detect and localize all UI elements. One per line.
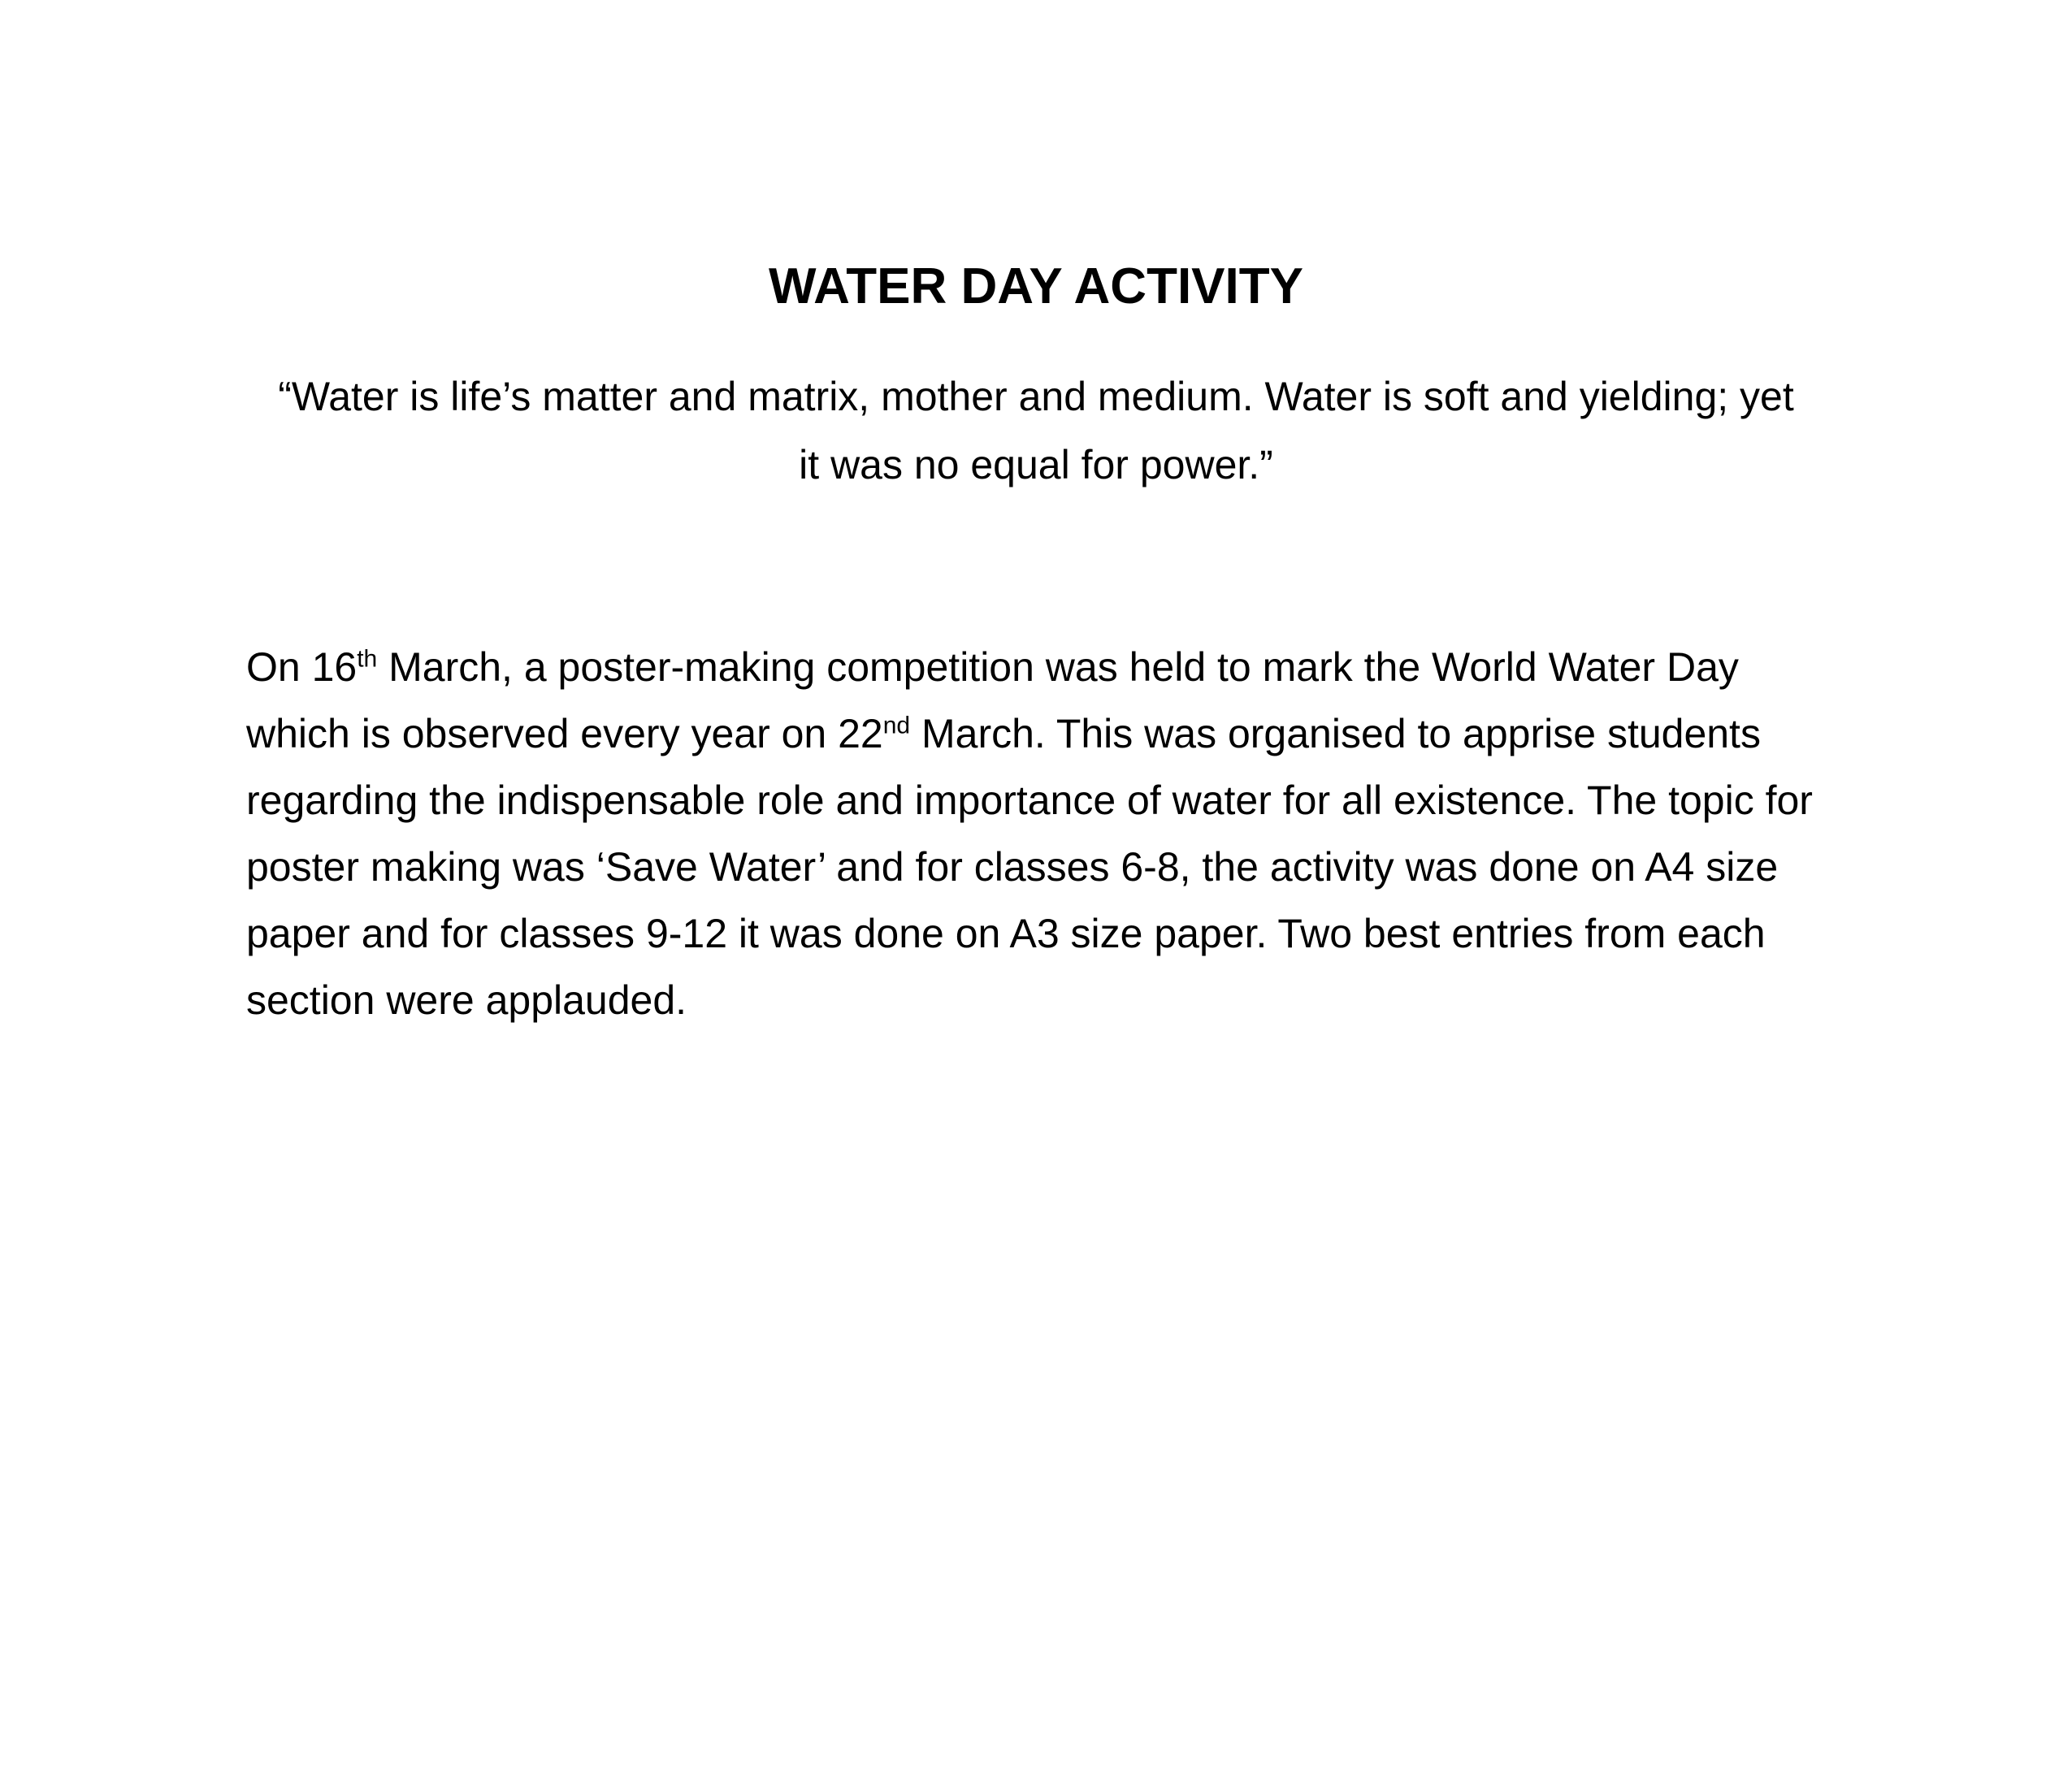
document-title: WATER DAY ACTIVITY bbox=[769, 258, 1303, 314]
ordinal-suffix-1: th bbox=[357, 645, 378, 673]
document-quote: “Water is life’s matter and matrix, mother and medium. Water is soft and yielding; yet it was no equal for power.” bbox=[278, 374, 1794, 487]
paragraph-text-part-1: On 16 bbox=[246, 644, 358, 690]
paragraph-text-part-3: March. This was organised to apprise students regarding the indispensable role and importance of water for all existence. The topic for poster making was ‘Save Water’ and for classes 6-8, the activity was done on A4 size paper and for classes 9-12 it was done on A3 size paper. Two best entries from each section were applauded. bbox=[246, 711, 1813, 1023]
paragraph-text-part-2: March, a poster-making competition was held to mark the World Water Day which is observed every year on 22 bbox=[246, 644, 1739, 756]
document-paragraph bbox=[246, 634, 1839, 1033]
ordinal-suffix-2: nd bbox=[882, 712, 911, 739]
